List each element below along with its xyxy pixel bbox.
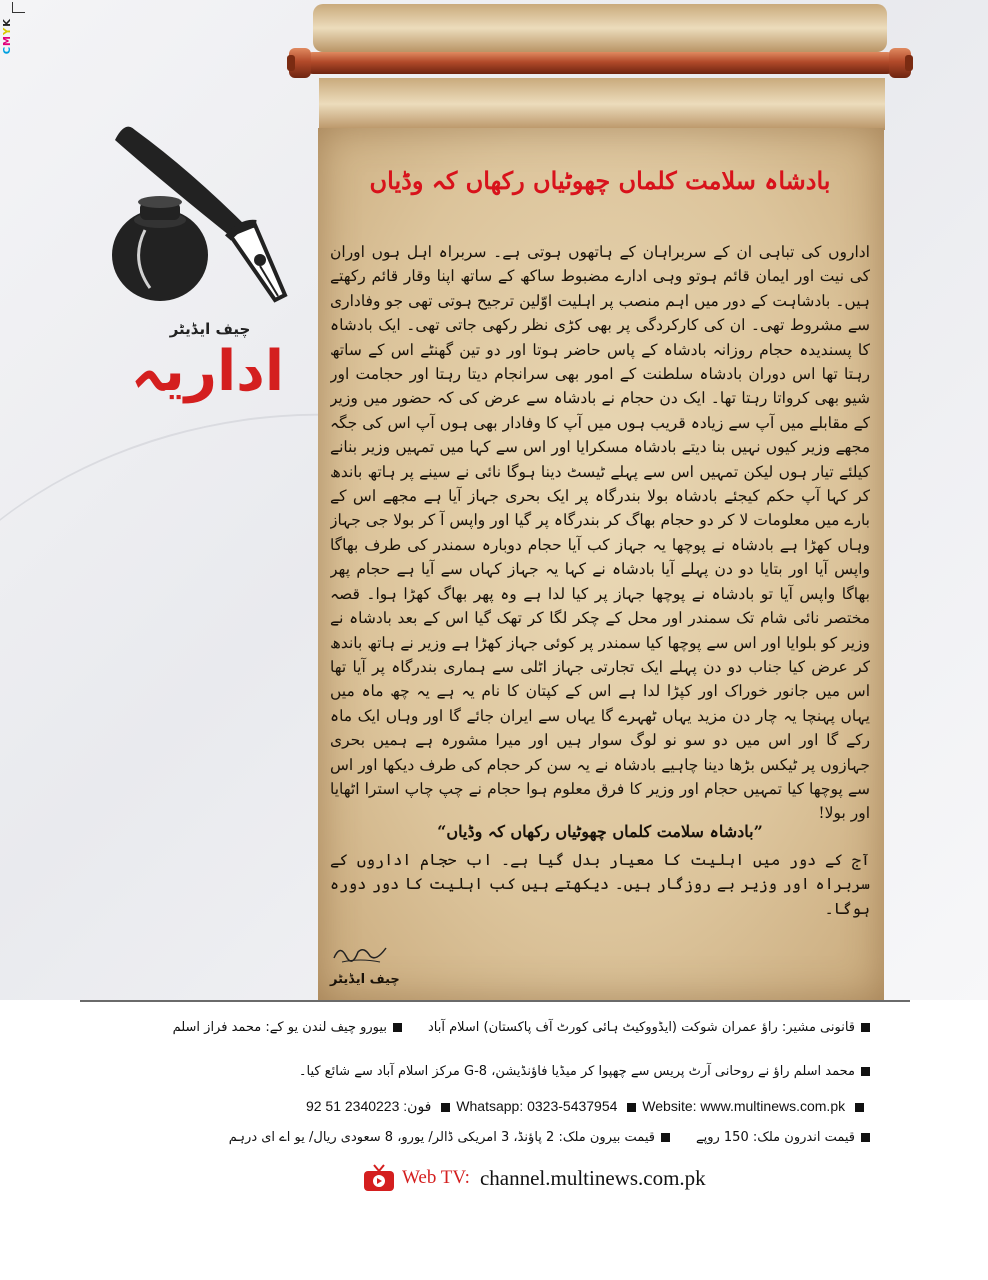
footer-divider xyxy=(80,1000,910,1002)
square-bullet-icon xyxy=(441,1103,450,1112)
scroll-roller xyxy=(285,0,915,140)
editorial-label: چیف ایڈیٹر xyxy=(169,320,251,338)
cmyk-y: Y xyxy=(2,26,13,35)
web-tv-url[interactable]: channel.multinews.com.pk xyxy=(479,1165,706,1190)
square-bullet-icon xyxy=(855,1103,864,1112)
square-bullet-icon xyxy=(393,1023,402,1032)
signer-title: چیف ایڈیٹر xyxy=(330,972,400,987)
crop-mark xyxy=(12,2,25,13)
bureau-chief: بیورو چیف لندن یو کے: محمد فراز اسلم xyxy=(172,1020,387,1035)
website-link[interactable]: Website: www.multinews.com.pk xyxy=(642,1098,846,1114)
footer-row-legal xyxy=(173,1020,870,1035)
cmyk-k: K xyxy=(2,18,13,27)
web-tv[interactable] xyxy=(362,1160,706,1196)
article-quote: ”بادشاہ سلامت کلماں چھوٹیاں رکھاں کہ وڈیاں“ xyxy=(437,822,763,841)
whatsapp: Whatsapp: 0323-5437954 xyxy=(456,1098,618,1114)
square-bullet-icon xyxy=(861,1023,870,1032)
square-bullet-icon xyxy=(861,1133,870,1142)
price-domestic: قیمت اندرون ملک: 150 روپے xyxy=(695,1130,855,1145)
cmyk-marker xyxy=(2,18,13,54)
phone: فون: 2340223 51 92 xyxy=(305,1098,432,1114)
square-bullet-icon xyxy=(627,1103,636,1112)
publisher-line: محمد اسلم راؤ نے روحانی آرٹ پریس سے چھپوا کر میڈیا فاؤنڈیشن، G-8 مرکز اسلام آباد سے شائع کیا۔ xyxy=(298,1064,855,1079)
article-closing: آج کے دور میں اہلیت کا معیار بدل گیا ہے۔ اب حجام اداروں کے سربراہ اور وزیر بے روزگار ہیں۔ دیکھتے ہیں کب اہلیت کا دور دورہ ہوگا۔ xyxy=(330,851,870,918)
footer-row-contact xyxy=(306,1098,870,1115)
square-bullet-icon xyxy=(861,1067,870,1076)
web-tv-label: Web TV: xyxy=(402,1167,470,1188)
legal-advisor: قانونی مشیر: راؤ عمران شوکت (ایڈووکیٹ ہائی کورٹ آف پاکستان) اسلام آباد xyxy=(427,1020,855,1035)
ink-pot-pen-icon xyxy=(100,110,300,320)
footer-row-price xyxy=(229,1130,870,1145)
article-body xyxy=(330,240,870,840)
cmyk-c: C xyxy=(2,45,13,55)
article-body-text: اداروں کی تباہی ان کے سربراہان کے ہاتھوں ہوتی ہے۔ سربراہ اہل ہوں اوران کی نیت اور ایمان قائم ہوتو وہی ادارے مضبوط ساکھ کے ساتھ اپنا وقار قائم رکھتے ہیں۔ بادشاہت کے دور میں اہم منصب پر اہلیت اوّلین ترجیح ہوتی تھی جو وفاداری سے مشروط تھی۔ ان کی کارکردگی پر بھی کڑی نظر رکھی جاتی تھی۔ ایک بادشاہ کا پسندیدہ حجام روزانہ بادشاہ کے پاس حاضر ہوتا اور دو تین گھنٹے اس کے ساتھ رہتا تھا اس دوران بادشاہ سلطنت کے امور بھی سرانجام دیتا رہتا اور حجامت اور شیو بھی کرواتا رہتا تھا۔ ایک دن حجام نے بادشاہ سے عرض کی کہ حضور میں وزیر کے مقابلے میں آپ سے زیادہ قریب ہوں میں آپ کا وفادار بھی ہوں آپ اس کی جگہ مجھے وزیر کیوں نہیں بنا دیتے بادشاہ مسکرایا اور اس سے کہا میں تمہیں وزیر بنانے کیلئے تیار ہوں لیکن تمہیں اس سے پہلے ٹیسٹ دینا ہوگا نائی نے سینے پر ہاتھ باندھ کر کہا آپ حکم کیجئے بادشاہ بولا بندرگاہ پر ایک بحری جہاز آیا ہے مجھے اس کے بارے میں معلومات لا کر دو حجام بھاگ کر بندرگاہ پر گیا اور واپس آ کر بولا جی جہاز وہاں کھڑا ہے بادشاہ نے پوچھا یہ جہاز کب آیا حجام دوبارہ سمندر کی طرف بھاگا واپس آیا اور بتایا دو دن پہلے آیا بادشاہ نے کہا یہ جہاز کہاں سے آیا ہے حجام پھر بھاگا واپس آیا تو بادشاہ نے پوچھا جہاز پر کیا لدا ہے وہ پھر بھاگ کھڑا ہوا۔ قصہ مختصر نائی شام تک سمندر اور محل کے چکر لگا کر تھک گیا اس کے بعد بادشاہ نے وزیر کو بلوایا اور اس سے پوچھا کیا سمندر پر کوئی جہاز کھڑا ہے وزیر نے ہاتھ باندھ کر عرض کیا جناب دو دن پہلے ایک تجارتی جہاز اٹلی سے ہماری بندرگاہ پر آیا تھا اس میں جانور خوراک اور کپڑا لدا ہے اس کے کپتان کا نام یہ ہے یہ چھ ماہ میں یہاں پہنچا یہ چار دن مزید یہاں ٹھہرے گا یہاں سے ایران جائے گا اور وہاں ایک ماہ رکے گا اور اس میں دو سو نو لوگ سوار ہیں اور میرا مشورہ ہے ہمیں بحری جہازوں پر ٹیکس بڑھا دینا چاہیے بادشاہ نے یہ سن کر حجام کی طرف دیکھا اور اس سے پوچھا کیا تمہیں حجام اور وزیر کا فرق معلوم ہوا حجام نے چپ چاپ استرا اٹھایا اور بولا! xyxy=(330,243,870,823)
price-foreign: قیمت بیرون ملک: 2 پاؤنڈ، 3 امریکی ڈالر/ یورو، 8 سعودی ریال/ یو اے ای درہم xyxy=(228,1130,655,1145)
tv-play-icon xyxy=(362,1163,396,1193)
editorial-title: اداریہ xyxy=(130,339,285,404)
article-title: بادشاہ سلامت کلماں چھوٹیاں رکھاں کہ وڈیاں xyxy=(369,166,831,195)
square-bullet-icon xyxy=(661,1133,670,1142)
cmyk-m: M xyxy=(2,35,13,46)
footer-row-publisher xyxy=(299,1064,870,1079)
signature xyxy=(330,938,390,968)
